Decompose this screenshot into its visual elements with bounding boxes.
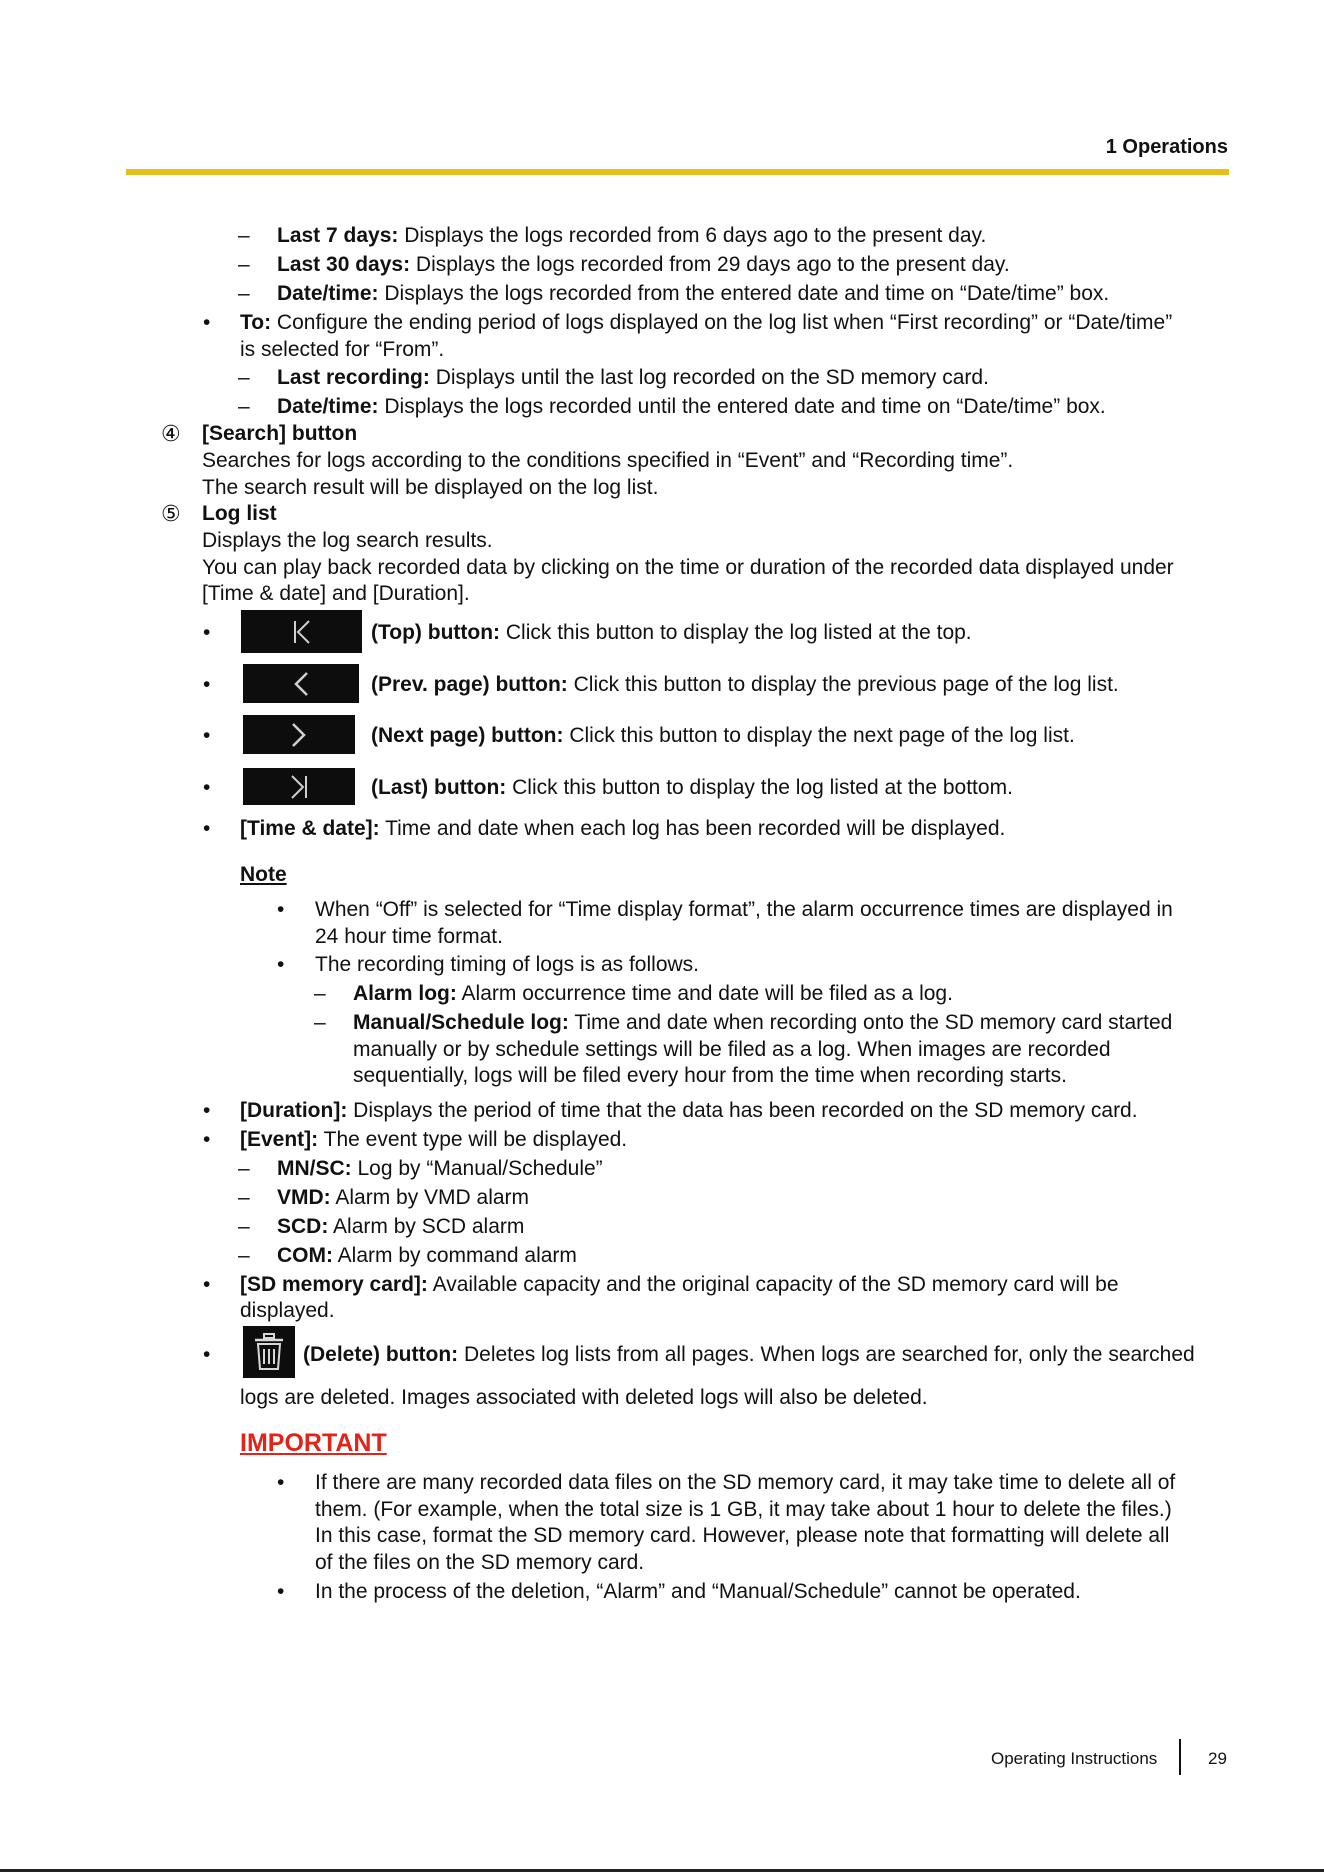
bullet-marker: • <box>277 898 285 921</box>
delete-button-description: (Delete) button: Deletes log lists from all pages. When logs are searched for, only the searched <box>303 1343 1195 1366</box>
bullet-marker: • <box>203 673 211 696</box>
next-page-button-description: (Next page) button: Click this button to display the next page of the log list. <box>371 724 1075 747</box>
duration-item: [Duration]: Displays the period of time that the data has been recorded on the SD memory card. <box>240 1099 1138 1122</box>
important-heading: IMPORTANT <box>240 1429 387 1457</box>
event-type: SCD: Alarm by SCD alarm <box>277 1215 525 1238</box>
top-icon <box>241 610 362 653</box>
list-item: Last recording: Displays until the last log recorded on the SD memory card. <box>277 366 989 389</box>
dash-marker: – <box>238 1244 250 1267</box>
dash-marker: – <box>314 1011 326 1034</box>
dash-marker: – <box>238 282 250 305</box>
prev-page-button-description: (Prev. page) button: Click this button to display the previous page of the log list. <box>371 673 1119 696</box>
last-icon <box>243 768 355 805</box>
search-button-heading: [Search] button <box>202 422 358 445</box>
bullet-marker: • <box>203 621 211 644</box>
search-description: The search result will be displayed on the log list. <box>202 476 659 499</box>
dash-marker: – <box>238 366 250 389</box>
log-list-description: You can play back recorded data by clicking on the time or duration of the recorded data displayed under <box>202 556 1174 579</box>
bullet-marker: • <box>203 1273 211 1296</box>
bullet-marker: • <box>203 776 211 799</box>
footer-divider <box>1179 1739 1181 1775</box>
list-item: Last 30 days: Displays the logs recorded from 29 days ago to the present day. <box>277 253 1010 276</box>
bullet-marker: • <box>203 1128 211 1151</box>
bullet-marker: • <box>277 1471 285 1494</box>
note-subitem: Alarm log: Alarm occurrence time and date will be filed as a log. <box>353 982 953 1005</box>
note-text: When “Off” is selected for “Time display format”, the alarm occurrence times are displayed in <box>315 898 1173 921</box>
note-text: The recording timing of logs is as follows. <box>315 953 699 976</box>
last-button-description: (Last) button: Click this button to display the log listed at the bottom. <box>371 776 1013 799</box>
time-date-item: [Time & date]: Time and date when each log has been recorded will be displayed. <box>240 817 1006 840</box>
bullet-marker: • <box>203 817 211 840</box>
dash-marker: – <box>238 1215 250 1238</box>
page-number: 29 <box>1208 1749 1227 1768</box>
list-item: To: Configure the ending period of logs displayed on the log list when “First recording” or “Date/time” <box>240 311 1173 334</box>
dash-marker: – <box>314 982 326 1005</box>
dash-marker: – <box>238 224 250 247</box>
dash-marker: – <box>238 395 250 418</box>
bullet-marker: • <box>203 1099 211 1122</box>
important-text: of the files on the SD memory card. <box>315 1551 645 1574</box>
header-rule <box>126 169 1229 175</box>
important-text: them. (For example, when the total size is 1 GB, it may take about 1 hour to delete the files.) <box>315 1498 1172 1521</box>
footer-document-title: Operating Instructions <box>991 1749 1158 1768</box>
item-number-5: ⑤ <box>161 501 181 526</box>
note-heading: Note <box>240 863 287 886</box>
event-type: COM: Alarm by command alarm <box>277 1244 577 1267</box>
event-type: MN/SC: Log by “Manual/Schedule” <box>277 1157 603 1180</box>
next-page-icon <box>243 715 355 754</box>
section-title: 1 Operations <box>1105 136 1228 158</box>
top-button-description: (Top) button: Click this button to display the log listed at the top. <box>371 621 972 644</box>
note-subitem-continuation: sequentially, logs will be filed every hour from the time when recording starts. <box>353 1064 1067 1087</box>
important-text: In the process of the deletion, “Alarm” and “Manual/Schedule” cannot be operated. <box>315 1580 1081 1603</box>
bullet-marker: • <box>203 311 211 334</box>
sd-card-item-continuation: displayed. <box>240 1299 335 1322</box>
sd-card-item: [SD memory card]: Available capacity and the original capacity of the SD memory card will be <box>240 1273 1119 1296</box>
bullet-marker: • <box>277 1580 285 1603</box>
event-type: VMD: Alarm by VMD alarm <box>277 1186 530 1209</box>
prev-page-icon <box>243 664 359 703</box>
dash-marker: – <box>238 253 250 276</box>
note-subitem-continuation: manually or by schedule settings will be filed as a log. When images are recorded <box>353 1038 1111 1061</box>
list-item: Date/time: Displays the logs recorded from the entered date and time on “Date/time” box. <box>277 282 1110 305</box>
log-list-description: [Time & date] and [Duration]. <box>202 582 470 605</box>
note-text: 24 hour time format. <box>315 925 503 948</box>
bullet-marker: • <box>203 1343 211 1366</box>
list-item: Date/time: Displays the logs recorded until the entered date and time on “Date/time” box. <box>277 395 1106 418</box>
list-item-continuation: is selected for “From”. <box>240 338 445 361</box>
bullet-marker: • <box>277 953 285 976</box>
log-list-description: Displays the log search results. <box>202 529 493 552</box>
item-number-4: ④ <box>161 421 181 446</box>
log-list-heading: Log list <box>202 502 277 525</box>
list-item: Last 7 days: Displays the logs recorded from 6 days ago to the present day. <box>277 224 987 247</box>
delete-button-continuation: logs are deleted. Images associated with deleted logs will also be deleted. <box>240 1386 928 1409</box>
dash-marker: – <box>238 1157 250 1180</box>
important-text: In this case, format the SD memory card. However, please note that formatting will delete all <box>315 1524 1170 1547</box>
dash-marker: – <box>238 1186 250 1209</box>
search-description: Searches for logs according to the conditions specified in “Event” and “Recording time”. <box>202 449 1014 472</box>
bullet-marker: • <box>203 724 211 747</box>
important-text: If there are many recorded data files on the SD memory card, it may take time to delete all of <box>315 1471 1176 1494</box>
event-item: [Event]: The event type will be displayed. <box>240 1128 628 1151</box>
trash-icon <box>243 1326 295 1378</box>
note-subitem: Manual/Schedule log: Time and date when recording onto the SD memory card started <box>353 1011 1173 1034</box>
